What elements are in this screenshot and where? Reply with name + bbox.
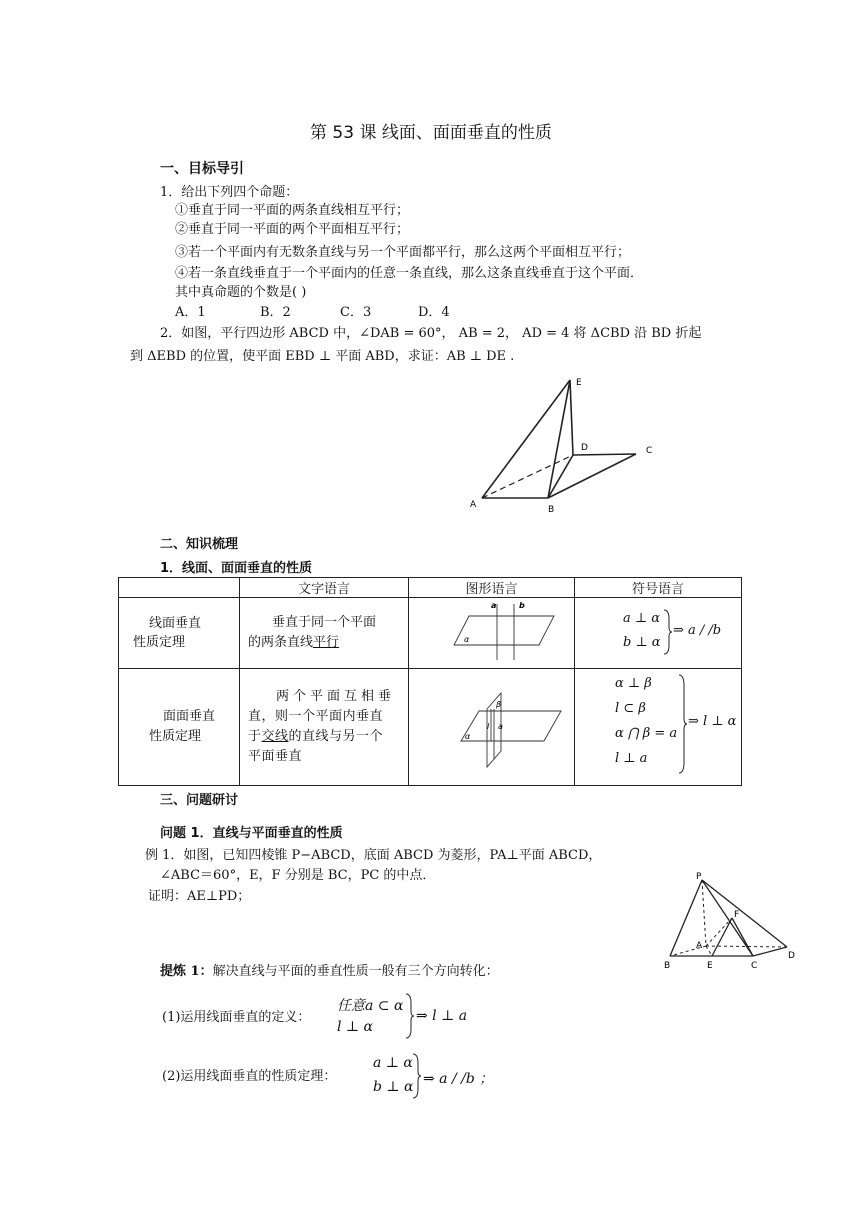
section-heading-discussion: 三、问题研讨 <box>160 793 239 808</box>
svg-text:α: α <box>464 635 470 644</box>
theorem-name: 面面垂直 性质定理 <box>119 669 240 786</box>
method1-label: (1)运用线面垂直的定义： <box>162 1010 311 1025</box>
q2-line2: 到 ΔEBD 的位置，使平面 EBD ⊥ 平面 ABD，求证：AB ⊥ DE . <box>130 349 515 364</box>
theorem-text: 垂直于同一个平面 的两条直线平行 <box>240 598 409 669</box>
theorem-name: 线面垂直 性质定理 <box>119 598 240 669</box>
header-cell-figure: 图形语言 <box>409 578 575 598</box>
q1-ask: 其中真命题的个数是( ) <box>175 285 307 300</box>
header-cell-text: 文字语言 <box>240 578 409 598</box>
table-row <box>119 598 742 669</box>
svg-text:F: F <box>734 910 740 920</box>
label-e: E <box>576 378 582 388</box>
svg-text:a: a <box>498 722 503 731</box>
q1-intro: 1．给出下列四个命题： <box>160 185 299 200</box>
q1-option-c: C．3 <box>340 305 372 320</box>
label-d: D <box>581 443 588 453</box>
q1-item: ③若一个平面内有无数条直线与另一个平面都平行，那么这两个平面相互平行； <box>175 245 631 260</box>
properties-table <box>118 577 742 786</box>
q2-line1: 2．如图，平行四边形 ABCD 中，∠DAB = 60°， AB = 2， AD = 4 将 ΔCBD 沿 BD 折起 <box>160 326 702 341</box>
method2-line: b ⊥ α <box>373 1079 414 1095</box>
table-header-row <box>119 578 742 598</box>
example-line3: 证明：AE⊥PD； <box>148 889 251 904</box>
example-line2: ∠ABC＝60°，E，F 分别是 BC，PC 的中点． <box>160 868 436 883</box>
refine-text: 提炼 1：解决直线与平面的垂直性质一般有三个方向转化： <box>160 964 499 979</box>
example-line1: 例 1．如图，已知四棱锥 P−ABCD，底面 ABCD 为菱形，PA⊥平面 ABCD， <box>145 848 602 863</box>
svg-text:A: A <box>696 941 703 951</box>
q1-item: ④若一条直线垂直于一个平面内的任意一条直线，那么这条直线垂直于这个平面． <box>175 266 644 281</box>
folded-parallelogram-figure <box>460 370 670 515</box>
method2-result: ⇒ a / /b ； <box>423 1071 494 1087</box>
label-a: A <box>470 500 477 510</box>
q1-option-b: B．2 <box>260 305 291 320</box>
q1-option-d: D．4 <box>418 305 450 320</box>
svg-text:a: a <box>491 601 497 610</box>
theorem-figure <box>409 598 575 669</box>
theorem-symbol: a ⊥ α b ⊥ α ⇒ a / /b <box>575 598 742 669</box>
svg-text:β: β <box>496 700 502 709</box>
section-heading-goals: 一、目标导引 <box>160 161 244 177</box>
knowledge-subheading: 1．线面、面面垂直的性质 <box>160 561 313 576</box>
method2-line: a ⊥ α <box>373 1055 413 1071</box>
method1-result: ⇒ l ⊥ a <box>416 1008 468 1024</box>
q1-item: ②垂直于同一平面的两个平面相互平行； <box>175 222 410 237</box>
method1-line: l ⊥ α <box>337 1019 373 1035</box>
page-title: 第 53 课 线面、面面垂直的性质 <box>310 123 552 143</box>
q1-option-a: A．1 <box>175 305 206 320</box>
theorem-symbol: α ⊥ β l ⊂ β α ⋂ β = a l ⊥ a ⇒ l ⊥ α <box>575 669 742 786</box>
label-c: C <box>646 446 653 456</box>
svg-text:B: B <box>664 961 671 971</box>
theorem-text: 两个平面互相垂 直，则一个平面内垂直 于交线的直线与另一个 平面垂直 <box>240 669 409 786</box>
q1-item: ①垂直于同一平面的两条直线相互平行； <box>175 203 410 218</box>
header-cell-symbol: 符号语言 <box>575 578 742 598</box>
pyramid-figure <box>660 870 800 975</box>
perpendicular-planes-figure <box>409 669 574 781</box>
method2-label: (2)运用线面垂直的性质定理： <box>162 1069 337 1084</box>
svg-text:b: b <box>519 601 525 610</box>
svg-text:D: D <box>788 951 795 961</box>
svg-text:α: α <box>465 732 471 741</box>
label-b: B <box>548 505 555 515</box>
method1-line: 任意a ⊂ α <box>337 998 404 1014</box>
svg-text:l: l <box>487 722 490 731</box>
theorem-figure <box>409 669 575 786</box>
header-cell-empty <box>119 578 240 598</box>
problem-heading: 问题 1．直线与平面垂直的性质 <box>160 826 343 841</box>
parallel-lines-figure <box>409 598 574 664</box>
table-row <box>119 669 742 786</box>
section-heading-knowledge: 二、知识梳理 <box>160 537 239 552</box>
svg-text:E: E <box>707 961 713 971</box>
svg-text:C: C <box>751 961 758 971</box>
svg-text:P: P <box>696 872 702 882</box>
